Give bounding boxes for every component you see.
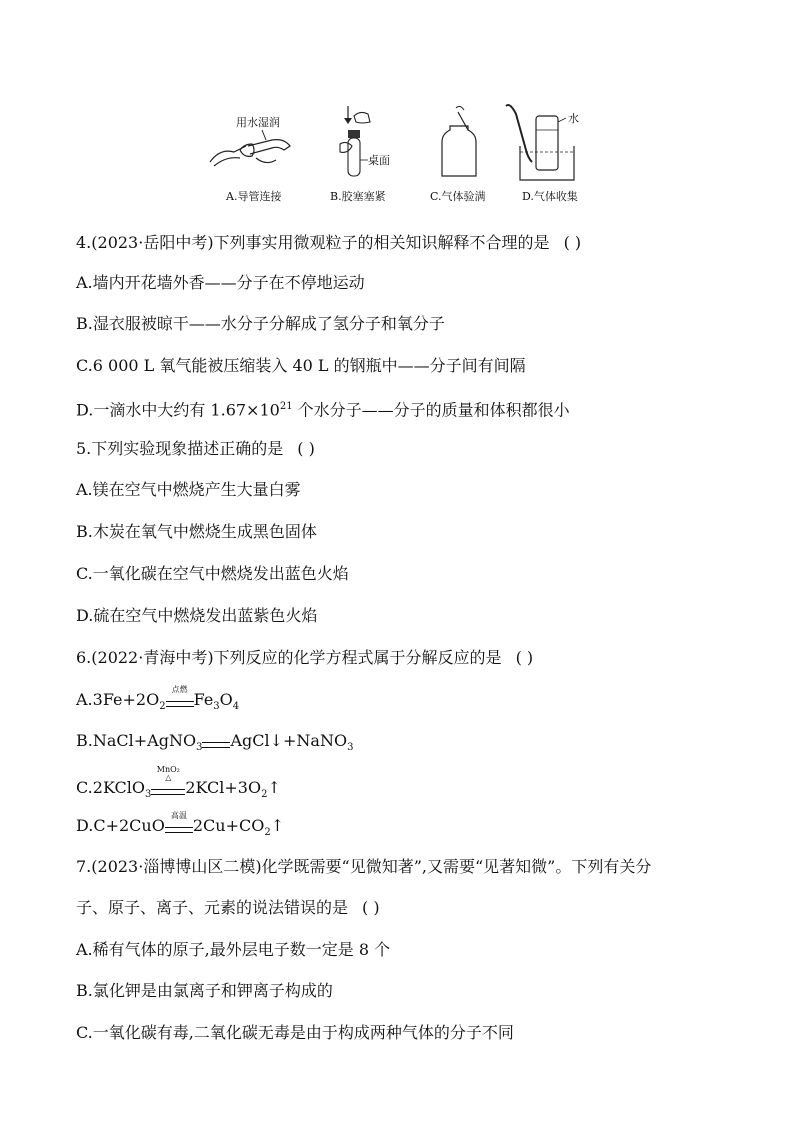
figure-b [330,100,410,184]
q7-option-c: C.一氧化碳有毒,二氧化碳无毒是由于构成两种气体的分子不同 [76,1023,514,1042]
q6-d-arrow: ↑ [270,816,285,835]
q6-c-sub1: 3 [144,789,152,801]
q6-c-left: C.2KClO [76,778,145,797]
caption-b: B.胶塞塞紧 [330,190,386,203]
q4-d-post: 个水分子——分子的质量和体积都很小 [292,400,570,420]
q6-b-left: B.NaCl+AgNO [76,731,197,750]
label-desk: 桌面 [368,154,390,167]
q5-option-c: C.一氧化碳在空气中燃烧发出蓝色火焰 [76,564,349,583]
figure-c [432,100,492,184]
stopper-drawing [330,100,410,184]
q5-option-b: B.木炭在氧气中燃烧生成黑色固体 [76,522,317,541]
q6-a-equals [166,684,194,707]
experiment-figure [200,100,600,210]
q6-d-sub1: 2 [264,827,271,839]
q4-stem [76,232,581,254]
q6-option-c [76,764,281,806]
q6-c-right: 2KCl+3O [185,778,262,797]
q7-stem-line1: 7.(2023·淄博博山区二模)化学既需要“见微知著”,又需要“见著知微”。下列有关分 [76,857,652,876]
q4-d-exponent: 21 [279,401,293,412]
q6-stem-text: 6.(2022·青海中考)下列反应的化学方程式属于分解反应的是 [76,648,502,667]
q4-option-b: B.湿衣服被晾干——水分子分解成了氢分子和氧分子 [76,314,445,333]
q7-option-b: B.氯化钾是由氯离子和钾离子构成的 [76,981,333,1000]
q6-d-right: 2Cu+CO [192,816,265,835]
caption-d: D.气体收集 [522,190,578,203]
q6-b-right: AgCl↓+NaNO [230,731,348,750]
q6-c-arrow: ↑ [267,778,281,797]
q6-option-d [76,810,285,844]
label-water: 水 [568,112,579,125]
q6-a-sub1: 2 [159,701,166,713]
q5-stem [76,438,315,460]
q6-c-catalyst: MnO₂ [156,764,180,774]
q5-stem-text: 5.下列实验现象描述正确的是 [76,439,284,458]
figure-a [200,100,310,180]
q4-option-a: A.墙内开花墙外香——分子在不停地运动 [76,273,365,292]
q6-option-a [76,684,240,718]
q6-a-sub3: 4 [232,701,240,713]
q6-b-sub2: 3 [347,742,354,754]
label-wet: 用水湿润 [236,116,280,129]
gas-test-drawing [432,100,492,184]
figure-d [502,100,582,186]
q6-option-b [76,730,353,759]
q6-c-heat: △ [165,772,172,782]
q6-a-left: A.3Fe+2O [76,690,160,709]
q7-stem-line2 [76,897,380,919]
q4-option-d [76,396,570,421]
q6-a-right1: Fe [193,690,214,709]
q7-option-a: A.稀有气体的原子,最外层电子数一定是 8 个 [76,940,391,959]
q6-a-sub2: 3 [213,701,220,713]
q4-option-c: C.6 000 L 氧气能被压缩装入 40 L 的钢瓶中——分子间有间隔 [76,356,526,375]
q6-c-equals [151,764,185,795]
q6-stem [76,647,533,669]
q4-stem-text: 4.(2023·岳阳中考)下列事实用微观粒子的相关知识解释不合理的是 [76,233,550,252]
q7-answer-paren: ( ) [362,898,380,917]
q6-b-equals [202,736,230,748]
q6-d-left: D.C+2CuO [76,816,165,835]
q6-answer-paren: ( ) [515,648,534,667]
caption-a: A.导管连接 [226,190,282,203]
q6-c-sub2: 2 [261,789,268,801]
q6-b-sub1: 3 [196,742,203,754]
tube-connect-drawing [200,100,310,180]
q6-d-condition: 高温 [170,810,187,820]
caption-c: C.气体验满 [430,190,486,203]
q6-a-right2: O [219,690,233,709]
q6-a-condition: 点燃 [171,684,188,694]
q7-stem-text: 子、原子、离子、元素的说法错误的是 [76,898,349,917]
q5-option-d: D.硫在空气中燃烧发出蓝紫色火焰 [76,606,318,625]
q4-answer-paren: ( ) [563,233,582,252]
q5-answer-paren: ( ) [297,439,315,458]
q6-d-equals [165,810,193,833]
q5-option-a: A.镁在空气中燃烧产生大量白雾 [76,480,301,499]
q4-d-pre: D.一滴水中大约有 1.67×10 [76,400,280,420]
